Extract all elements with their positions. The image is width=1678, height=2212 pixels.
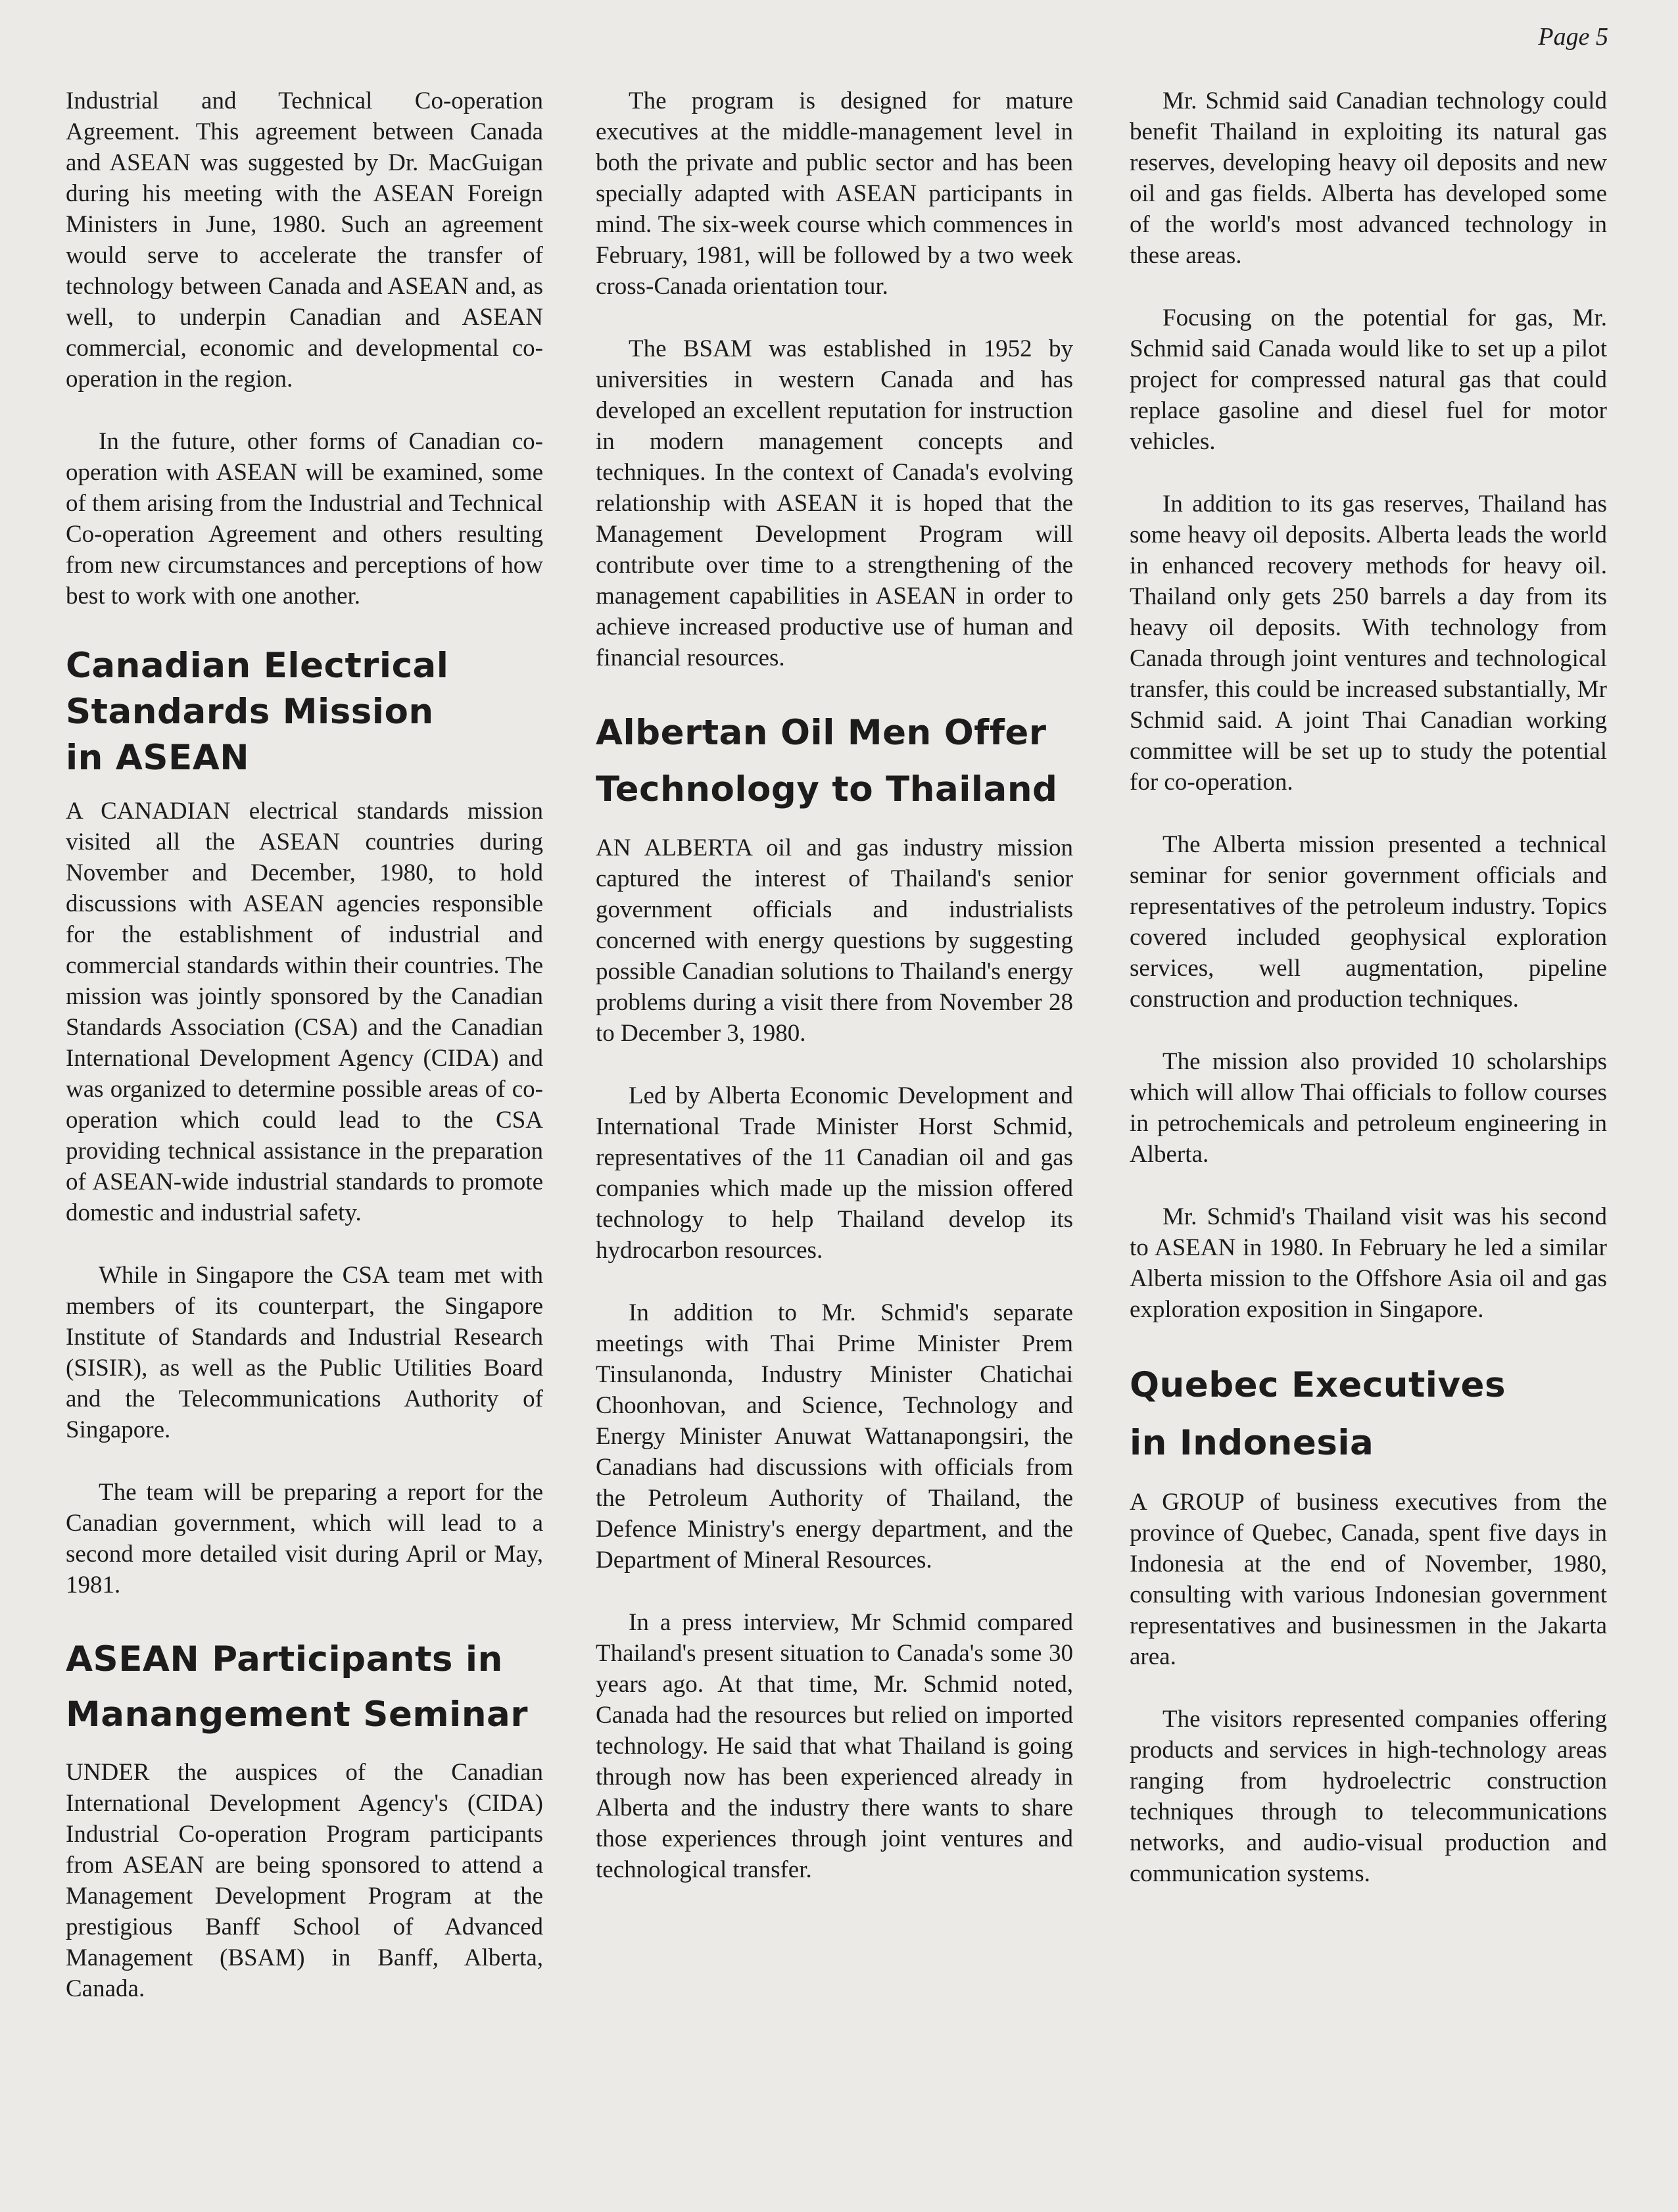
headline-albertan-oil: [596, 705, 1073, 818]
page-number: Page 5: [1538, 23, 1608, 51]
headline-line: Albertan Oil Men Offer: [596, 713, 1047, 753]
paragraph: The program is designed for mature executives at the middle-management level in both the private and public sector and has been specially adapted with ASEAN participants in mind. The six-week course which commences in February, 1981, will be followed by a two week cross-Canada orientation tour.: [596, 87, 1073, 300]
paragraph: The team will be preparing a report for the Canadian government, which will lead to a second more detailed visit during April or May, 1981.: [66, 1479, 543, 1599]
paragraph: In a press interview, Mr Schmid compared Thailand's present situation to Canada's some 30 years ago. At that time, Mr. Schmid noted, Canada had the resources but relied on imported technology. He said that what Thailand is going through now has been experienced already in Alberta and the industry there wants to share those experiences through joint ventures and technological transfer.: [596, 1609, 1073, 1883]
headline-management-seminar: [66, 1632, 543, 1743]
paragraph: Focusing on the potential for gas, Mr. Schmid said Canada would like to set up a pilot project for compressed natural gas that could replace gasoline and diesel fuel for motor vehicles.: [1130, 304, 1607, 455]
paragraph: The visitors represented companies offering products and services in high-technology areas ranging from hydroelectric construction techniques through to telecommunications networks, and audio-visual production and communication systems.: [1130, 1706, 1607, 1887]
paragraph: In the future, other forms of Canadian co-operation with ASEAN will be examined, some of them arising from the Industrial and Technical Co-operation Agreement and others resulting from new circumstances and perceptions of how best to work with one another.: [66, 428, 543, 610]
paragraph: The BSAM was established in 1952 by universities in western Canada and has developed an excellent reputation for instruction in modern management concepts and techniques. In the context of Canada's evolving relationship with ASEAN it is hoped that the Management Development Program will contribute over time to a strengthening of the management capabilities in ASEAN in order to achieve increased productive use of human and financial resources.: [596, 335, 1073, 671]
headline-line: Technology to Thailand: [596, 769, 1058, 809]
paragraph: Led by Alberta Economic Development and International Trade Minister Horst Schmid, representatives of the 11 Canadian oil and gas companies which made up the mission offered technology to help Thailand develop its hydrocarbon resources.: [596, 1082, 1073, 1264]
paragraph: The Alberta mission presented a technical seminar for senior government officials and representatives of the petroleum industry. Topics covered included geophysical exploration services, well augmentation, pipeline construction and production techniques.: [1130, 831, 1607, 1013]
headline-line: in Indonesia: [1130, 1423, 1374, 1463]
paragraph: In addition to its gas reserves, Thailand has some heavy oil deposits. Alberta leads the world in enhanced recovery methods for heavy oil. Thailand only gets 250 barrels a day from its heavy oil deposits. With technology from Canada through joint ventures and technological transfer, this could be increased substantially, Mr Schmid said. A joint Thai Canadian working committee will be set up to study the potential for co-operation.: [1130, 491, 1607, 796]
headline-line: Standards Mission: [66, 692, 434, 732]
paragraph: UNDER the auspices of the Canadian International Development Agency's (CIDA) Industrial Co-operation Program participants from ASEAN are being sponsored to attend a Management Development Program at the prestigious Banff School of Advanced Management (BSAM) in Banff, Alberta, Canada.: [66, 1759, 543, 2002]
left-column: [66, 85, 543, 2036]
paragraph: A GROUP of business executives from the province of Quebec, Canada, spent five days in Indonesia at the end of November, 1980, consulting with various Indonesian government representatives and businessmen in the Jakarta area.: [1130, 1489, 1607, 1670]
paragraph: While in Singapore the CSA team met with members of its counterpart, the Singapore Institute of Standards and Industrial Research (SISIR), as well as the Public Utilities Board and the Telecommunications Authority of Singapore.: [66, 1262, 543, 1443]
right-column: [1130, 85, 1607, 1921]
paragraph: In addition to Mr. Schmid's separate meetings with Thai Prime Minister Prem Tinsulanonda, Industry Minister Chatichai Choonhovan, and Science, Technology and Energy Minister Anuwat Wattanapongsiri, the Canadians had discussions with officials from the Petroleum Authority of Thailand, the Defence Ministry's energy department, and the Department of Mineral Resources.: [596, 1299, 1073, 1574]
headline-line: ASEAN Participants in: [66, 1639, 503, 1679]
headline-line: Canadian Electrical: [66, 646, 449, 686]
paragraph: Mr. Schmid said Canadian technology could benefit Thailand in exploiting its natural gas reserves, developing heavy oil deposits and new oil and gas fields. Alberta has developed some of the world's most advanced technology in these areas.: [1130, 87, 1607, 269]
paragraph: Industrial and Technical Co-operation Agreement. This agreement between Canada and ASEAN was suggested by Dr. MacGuigan during his meeting with the ASEAN Foreign Ministers in June, 1980. Such an agreement would serve to accelerate the transfer of technology between Canada and ASEAN and, as well, to underpin Canadian and ASEAN commercial, economic and developmental co-operation in the region.: [66, 87, 543, 393]
headline-quebec-executives: [1130, 1357, 1607, 1472]
paragraph: Mr. Schmid's Thailand visit was his second to ASEAN in 1980. In February he led a similar Alberta mission to the Offshore Asia oil and gas exploration exposition in Singapore.: [1130, 1203, 1607, 1323]
paragraph: The mission also provided 10 scholarships which will allow Thai officials to follow courses in petrochemicals and petroleum engineering in Alberta.: [1130, 1048, 1607, 1168]
headline-line: Quebec Executives: [1130, 1365, 1506, 1405]
paragraph: A CANADIAN electrical standards mission visited all the ASEAN countries during November and December, 1980, to hold discussions with ASEAN agencies responsible for the establishment of industrial and commercial standards within their countries. The mission was jointly sponsored by the Canadian Standards Association (CSA) and the Canadian International Development Agency (CIDA) and was organized to determine possible areas of co-operation which could lead to the CSA providing technical assistance in the preparation of ASEAN-wide industrial standards to promote domestic and industrial safety.: [66, 798, 543, 1226]
paragraph: AN ALBERTA oil and gas industry mission captured the interest of Thailand's senior government officials and industrialists concerned with energy questions by suggesting possible Canadian solutions to Thailand's energy problems during a visit there from November 28 to December 3, 1980.: [596, 834, 1073, 1047]
headline-electrical-standards: [66, 643, 543, 781]
headline-line: Manangement Seminar: [66, 1695, 528, 1735]
middle-column: [596, 85, 1073, 1917]
headline-line: in ASEAN: [66, 738, 250, 778]
